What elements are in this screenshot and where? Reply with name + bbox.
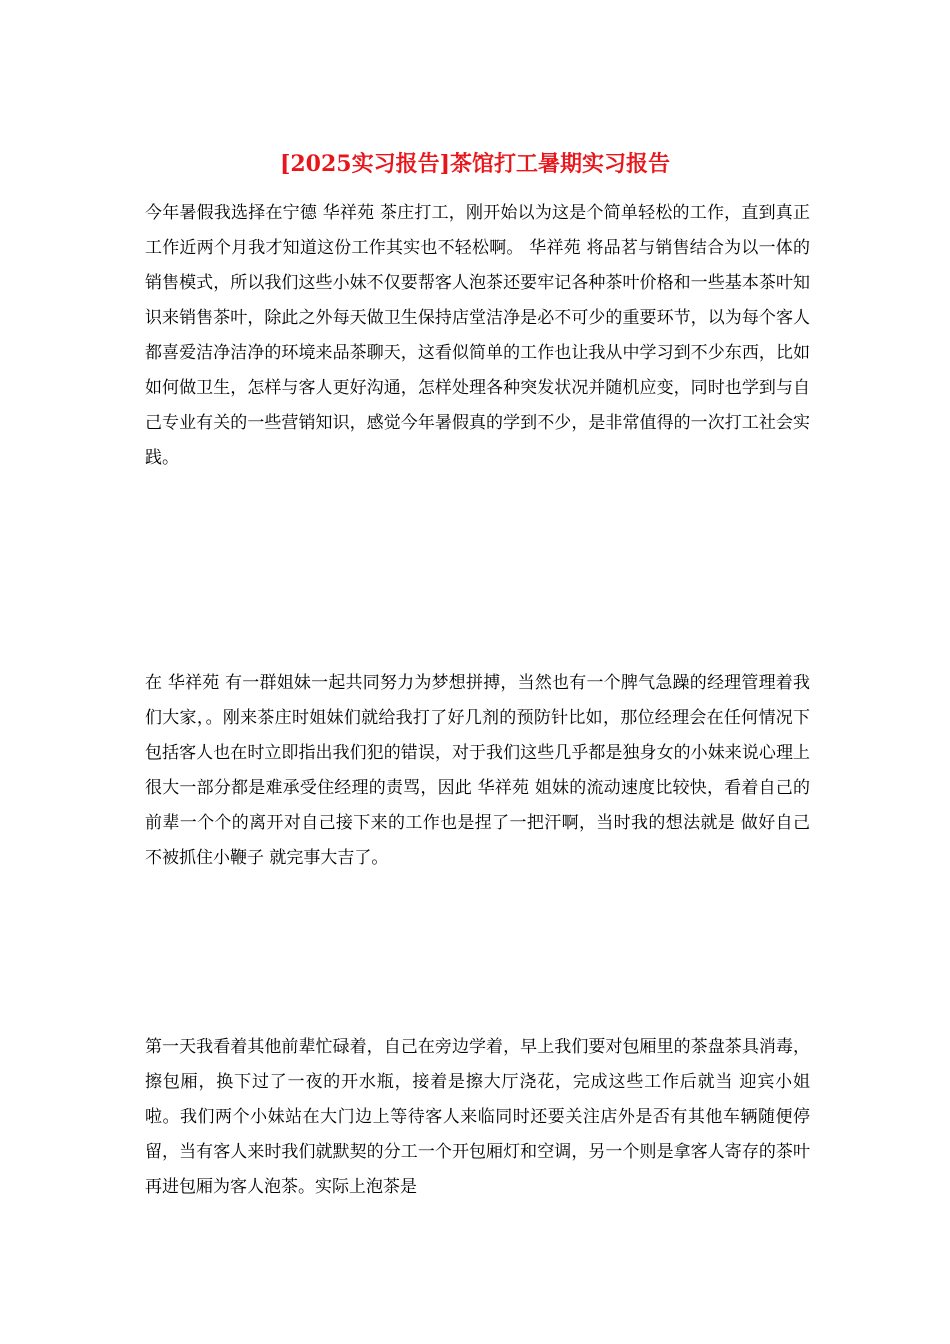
- paragraph-1: 今年暑假我选择在宁德 华祥苑 茶庄打工，刚开始以为这是个简单轻松的工作，直到真正工作近两个月我才知道这份工作其实也不轻松啊。 华祥苑 将品茗与销售结合为以一体的销售模式，所以我们这些小妹不仅要帮客人泡茶还要牢记各种茶叶价格和一些基本茶叶知识来销售茶叶，除此之外每天做卫生保持店堂洁净是必不可少的重要环节，以为每个客人都喜爱洁净洁净的环境来品茶聊天，这看似简单的工作也让我从中学习到不少东西，比如如何做卫生，怎样与客人更好沟通，怎样处理各种突发状况并随机应变，同时也学到与自己专业有关的一些营销知识，感觉今年暑假真的学到不少，是非常值得的一次打工社会实践。: [145, 203, 810, 468]
- paragraph-3: 第一天我看着其他前辈忙碌着，自己在旁边学着，早上我们要对包厢里的茶盘茶具消毒，擦包厢，换下过了一夜的开水瓶，接着是擦大厅浇花，完成这些工作后就当 迎宾小姐 啦。我们两个小妹站在大门边上等待客人来临同时还要关注店外是否有其他车辆随便停留，当有客人来时我们就默契的分工一个开包厢灯和空调，另一个则是拿客人寄存的茶叶再进包厢为客人泡茶。实际上泡茶是: [145, 1037, 810, 1197]
- paragraph-2: 在 华祥苑 有一群姐妹一起共同努力为梦想拼搏，当然也有一个脾气急躁的经理管理着我们大家，。刚来茶庄时姐妹们就给我打了好几剂的预防针比如，那位经理会在任何情况下包括客人也在时立即指出我们犯的错误，对于我们这些几乎都是独身女的小妹来说心理上很大一部分都是难承受住经理的责骂，因此 华祥苑 姐妹的流动速度比较快，看着自己的前辈一个个的离开对自己接下来的工作也是捏了一把汗啊，当时我的想法就是 做好自己不被抓住小鞭子 就完事大吉了。: [145, 673, 810, 868]
- document-title: [2025实习报告]茶馆打工暑期实习报告: [279, 151, 671, 177]
